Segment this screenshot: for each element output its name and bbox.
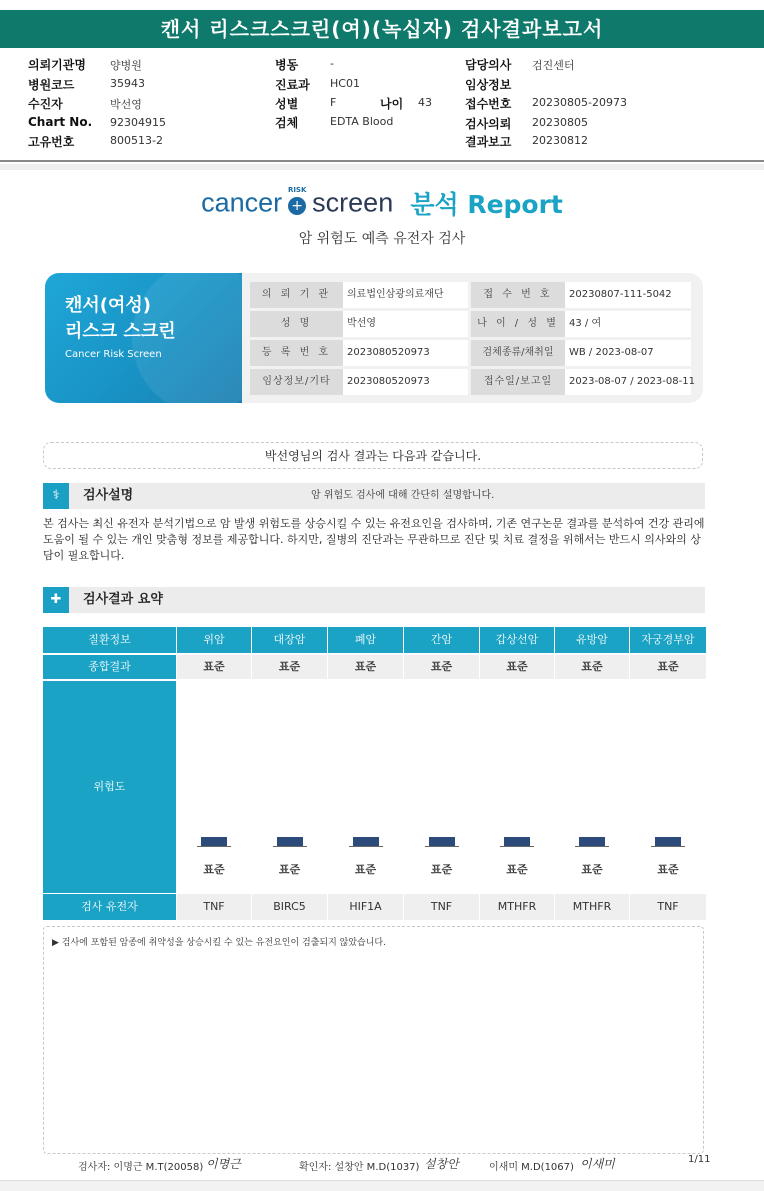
label-chart-no: Chart No. [28, 115, 93, 129]
risk-colorectal [252, 681, 327, 893]
section-description-title: 검사설명 [83, 488, 134, 503]
overall-liver: 표준 [404, 655, 479, 679]
confirmer2-label: 이새미 M.D(1067) [489, 1162, 574, 1173]
value-unique-no: 800513-2 [110, 134, 163, 147]
report-logo [0, 185, 764, 225]
overall-breast: 표준 [555, 655, 629, 679]
value-chart-no: 92304915 [110, 116, 166, 129]
risk-label-breast: 표준 [581, 863, 603, 876]
label-requesting-institution: 의뢰기관명 [28, 58, 86, 72]
overall-cervical: 표준 [630, 655, 706, 679]
risk-marker [201, 837, 227, 846]
disease-cervical: 자궁경부암 [630, 627, 706, 653]
value-patient: 박선영 [110, 98, 142, 111]
label-receipt-no: 접수번호 [465, 97, 512, 111]
label-department: 진료과 [275, 78, 310, 92]
risk-label-liver: 표준 [430, 863, 453, 876]
risk-lung [328, 681, 403, 893]
section-results-header [43, 587, 705, 613]
risk-label-colorectal: 표준 [278, 863, 301, 876]
overall-lung: 표준 [328, 655, 403, 679]
separator-band [0, 164, 764, 170]
risk-marker [353, 837, 379, 846]
value-requesting-institution: 양병원 [110, 59, 142, 72]
risk-marker [504, 837, 530, 846]
row-label-gene: 검사 유전자 [43, 894, 176, 920]
overall-thyroid: 표준 [480, 655, 554, 679]
disease-colorectal: 대장암 [252, 627, 327, 653]
risk-breast [555, 681, 629, 893]
page-number: 1/11 [688, 1154, 711, 1165]
row-label-disease: 질환정보 [43, 627, 176, 653]
section-description-summary: 암 위험도 검사에 대해 간단히 설명합니다. [311, 490, 495, 501]
value-specimen: EDTA Blood [330, 115, 394, 128]
card-title-line1: 캔서(여성) [65, 295, 152, 316]
result-note-text: ▶ 검사에 포함된 암종에 취약성을 상승시킬 수 있는 유전요인이 검출되지 않았습니다. [52, 938, 386, 948]
report-subtitle: 암 위험도 예측 유전자 검사 [298, 231, 466, 247]
disease-lung: 폐암 [328, 627, 403, 653]
risk-label-stomach: 표준 [203, 863, 225, 876]
card-value-specimen: WB / 2023-08-07 [565, 340, 691, 366]
card-value-dates: 2023-08-07 / 2023-08-11 [565, 369, 691, 395]
row-label-overall: 종합결과 [43, 655, 176, 679]
risk-label-cervical: 표준 [657, 863, 679, 876]
report-title: 캔서 리스크스크린(여)(녹십자) 검사결과보고서 [0, 10, 764, 48]
value-test-request: 20230805 [532, 116, 588, 129]
disease-breast: 유방암 [555, 627, 629, 653]
card-title-en: Cancer Risk Screen [65, 349, 162, 360]
value-result-report: 20230812 [532, 134, 588, 147]
risk-label-lung: 표준 [354, 863, 377, 876]
disease-stomach: 위암 [177, 627, 251, 653]
value-attending-doctor: 검진센터 [532, 59, 575, 72]
bottom-band [0, 1180, 764, 1191]
disease-thyroid: 갑상선암 [480, 627, 554, 653]
card-label-name: 성 명 [250, 311, 343, 337]
card-value-clinical: 2023080520973 [343, 369, 468, 395]
overall-stomach: 표준 [177, 655, 251, 679]
label-specimen: 검체 [275, 116, 299, 130]
result-notice: 박선영님의 검사 결과는 다음과 같습니다. [43, 442, 703, 469]
card-value-receipt-no: 20230807-111-5042 [565, 282, 691, 308]
medical-folder-icon: ✚ [43, 587, 69, 613]
card-label-receipt-no: 접 수 번 호 [471, 282, 565, 308]
report-heading: 분석 Report [410, 190, 563, 219]
label-unique-no: 고유번호 [28, 135, 75, 149]
value-receipt-no: 20230805-20973 [532, 96, 627, 109]
risk-thyroid [480, 681, 554, 893]
label-sex: 성별 [275, 97, 299, 111]
confirmer2-signature: 이새미 [580, 1157, 615, 1171]
card-title-panel [45, 273, 242, 403]
card-label-age-sex: 나 이 / 성 별 [471, 311, 565, 337]
gene-thyroid: MTHFR [480, 894, 554, 920]
stethoscope-icon: ⚕ [43, 483, 69, 509]
card-label-clinical: 임상정보/기타 [250, 369, 343, 395]
patient-info-header [0, 52, 764, 162]
confirmer-signature: 설창안 [424, 1157, 459, 1171]
examiner-signature: 이명근 [206, 1157, 241, 1171]
gene-colorectal: BIRC5 [252, 894, 327, 920]
brand-risk: RISK [287, 186, 307, 194]
risk-marker [579, 837, 605, 846]
confirmer-label: 확인자: 설창안 M.D(1037) [299, 1162, 420, 1173]
gene-stomach: TNF [177, 894, 251, 920]
card-label-institution: 의 뢰 기 관 [250, 282, 343, 308]
value-sex: F [330, 96, 337, 109]
label-hospital-code: 병원코드 [28, 78, 75, 92]
risk-label-thyroid: 표준 [506, 863, 528, 876]
card-label-dates: 접수일/보고일 [471, 369, 565, 395]
label-clinical-info: 임상정보 [465, 78, 512, 92]
signature-footer [0, 1154, 764, 1176]
value-hospital-code: 35943 [110, 77, 145, 90]
card-label-specimen: 검체종류/채취일 [471, 340, 565, 366]
section-description-header [43, 483, 705, 509]
label-patient: 수진자 [28, 97, 63, 111]
card-title-line2: 리스크 스크린 [65, 321, 176, 342]
gene-lung: HIF1A [328, 894, 403, 920]
label-attending-doctor: 담당의사 [465, 58, 512, 72]
risk-liver [404, 681, 479, 893]
gene-breast: MTHFR [555, 894, 629, 920]
label-test-request: 검사의뢰 [465, 117, 512, 131]
overall-colorectal: 표준 [252, 655, 327, 679]
brand-cancer: cancer [201, 187, 283, 218]
card-value-institution: 의료법인삼광의료재단 [343, 282, 468, 308]
value-ward: - [330, 57, 334, 70]
label-age: 나이 [380, 97, 404, 111]
examiner-label: 검사자: 이명근 M.T(20058) [78, 1162, 204, 1173]
result-note-box [43, 926, 704, 1154]
risk-cervical [630, 681, 706, 893]
value-department: HC01 [330, 77, 360, 90]
brand-screen: screen [312, 187, 394, 218]
risk-stomach [177, 681, 251, 893]
card-value-age-sex: 43 / 여 [565, 311, 691, 337]
value-age: 43 [418, 96, 432, 109]
patient-card [45, 273, 703, 403]
risk-marker [277, 837, 303, 846]
label-ward: 병동 [275, 58, 299, 72]
card-value-name: 박선영 [343, 311, 468, 337]
card-label-registration-no: 등 록 번 호 [250, 340, 343, 366]
section-description-body: 본 검사는 최신 유전자 분석기법으로 암 발생 위험도를 상승시킬 수 있는 유전요인을 검사하며, 기존 연구논문 결과를 분석하여 건강 관리에 도움이 될 수 있는 개인 맞춤형 정보를 제공합니다. 하지만, 질병의 진단과는 무관하므로 진단 및 치료 결정을 위해서는 반드시 의사와의 상담이 필요합니다. [43, 517, 705, 562]
gene-liver: TNF [404, 894, 479, 920]
disease-liver: 간암 [404, 627, 479, 653]
label-result-report: 결과보고 [465, 135, 512, 149]
card-value-registration-no: 2023080520973 [343, 340, 468, 366]
risk-marker [429, 837, 455, 846]
section-results-title: 검사결과 요약 [83, 592, 163, 607]
gene-cervical: TNF [630, 894, 706, 920]
risk-marker [655, 837, 681, 846]
row-label-risk: 위험도 [43, 681, 176, 893]
risk-plus-icon: RISK + [287, 186, 307, 214]
